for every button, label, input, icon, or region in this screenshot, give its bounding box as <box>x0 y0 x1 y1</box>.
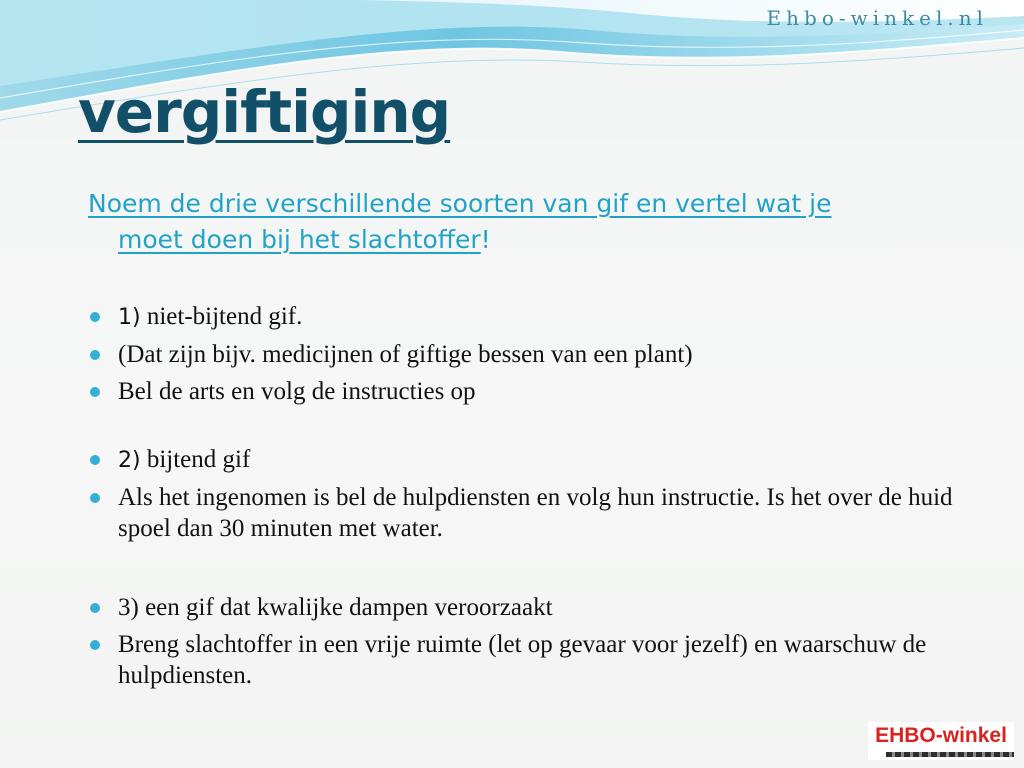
list-item <box>88 376 968 407</box>
list-item-text: niet-bijtend gif. <box>146 303 303 330</box>
question-line-2-text: moet doen bij het slachtoffer <box>118 225 481 254</box>
poison-type-1-list <box>88 301 968 407</box>
list-item <box>88 339 968 370</box>
logo-text: EHBO-winkel <box>875 724 1007 747</box>
question-text <box>88 186 948 258</box>
question-line-1 <box>88 186 948 222</box>
list-item <box>88 592 968 623</box>
bullet-icon <box>90 603 100 613</box>
list-item-text: Als het ingenomen is bel de hulpdiensten en volg hun instructie. Is het over de huid spoel dan 30 minuten met water. <box>118 484 953 542</box>
list-item-text: Breng slachtoffer in een vrije ruimte (let op gevaar voor jezelf) en waarschuw de hulpdiensten. <box>118 631 927 689</box>
ehbo-winkel-logo <box>868 722 1014 760</box>
list-item <box>88 301 968 333</box>
list-item-text: 3) een gif dat kwalijke dampen veroorzaakt <box>118 594 553 621</box>
bullet-icon <box>90 350 100 360</box>
bullet-icon <box>90 455 100 465</box>
bullet-icon <box>90 312 100 322</box>
list-item <box>88 444 968 476</box>
item-number: 2) <box>118 448 141 473</box>
item-number: 1) <box>118 305 141 330</box>
question-exclamation: ! <box>480 225 491 254</box>
bullet-icon <box>90 640 100 650</box>
poison-type-3-list <box>88 592 968 691</box>
question-line-1-text: Noem de drie verschillende soorten van gif en vertel wat je <box>88 189 832 218</box>
slide-title: vergiftiging <box>78 78 451 146</box>
list-item <box>88 629 968 691</box>
bullet-icon <box>90 387 100 397</box>
question-line-2 <box>88 222 948 258</box>
logo-underline <box>886 752 1014 757</box>
poison-type-2-list <box>88 444 968 544</box>
list-item-text: bijtend gif <box>146 446 251 473</box>
bullet-icon <box>90 493 100 503</box>
list-item <box>88 482 968 544</box>
list-item-text: (Dat zijn bijv. medicijnen of giftige bessen van een plant) <box>118 341 693 368</box>
site-name: Ehbo-winkel.nl <box>766 6 988 30</box>
list-item-text: Bel de arts en volg de instructies op <box>118 378 476 405</box>
